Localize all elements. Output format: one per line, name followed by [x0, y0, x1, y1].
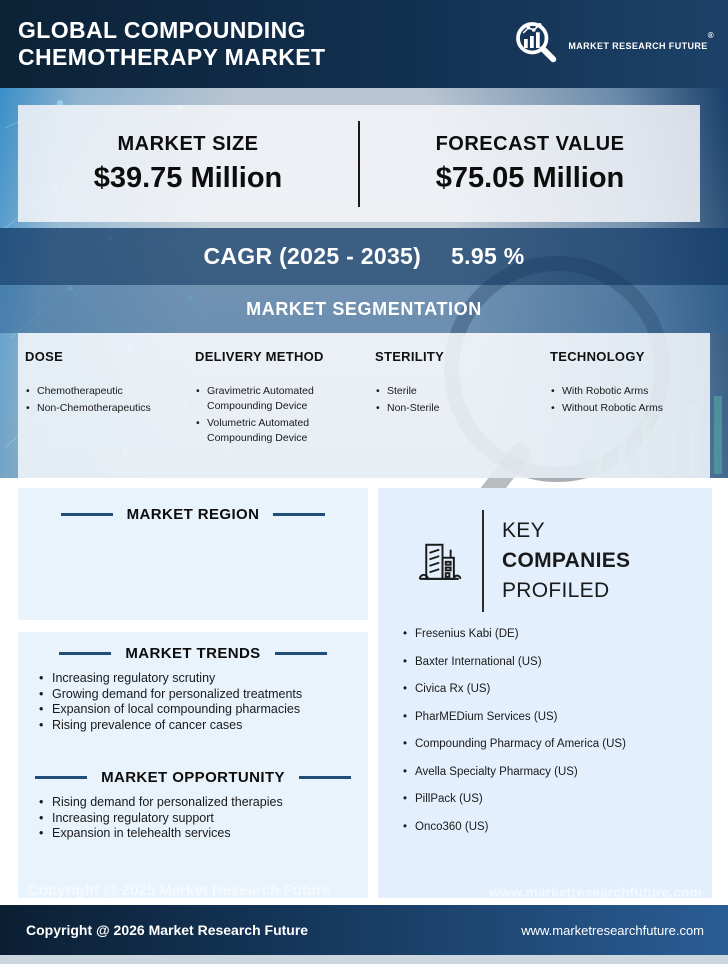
segment-heading: DOSE	[25, 349, 64, 364]
company-item: • PharMEDium Services (US)	[402, 711, 712, 723]
segment-item: • Volumetric Automated Compounding Device	[195, 416, 365, 446]
watermark-copyright: Copyright @ 2025 Market Research Future	[28, 882, 331, 899]
segmentation-column-sterility	[375, 349, 550, 478]
company-item: • Fresenius Kabi (DE)	[402, 628, 712, 640]
key-companies-title-line3: PROFILED	[502, 579, 610, 602]
opportunity-item: • Expansion in telehealth services	[38, 826, 368, 842]
forecast-value-block	[360, 105, 700, 222]
segment-item: • Sterile	[375, 384, 540, 399]
building-icon	[410, 533, 462, 589]
opportunity-item: • Rising demand for personalized therapies	[38, 795, 368, 811]
footer-bottom-strip	[0, 955, 728, 964]
segmentation-column-delivery-method	[195, 349, 375, 478]
key-companies-panel	[378, 488, 712, 898]
cagr-band	[0, 228, 728, 285]
market-opportunity-list	[38, 795, 368, 842]
brand-name: MARKET RESEARCH FUTURE®	[568, 30, 714, 51]
companies-header-divider	[482, 510, 484, 612]
market-region-panel	[18, 488, 368, 620]
trend-item: • Expansion of local compounding pharmacies	[38, 702, 368, 718]
watermark-website: www.marketresearchfuture.com	[489, 884, 702, 900]
segment-heading: TECHNOLOGY	[550, 349, 645, 364]
market-size-block	[18, 105, 358, 222]
market-opportunity-heading	[18, 769, 368, 786]
segmentation-title-band	[0, 285, 728, 333]
key-companies-header	[410, 510, 712, 612]
segmentation-title: MARKET SEGMENTATION	[246, 298, 482, 319]
segment-item: • Without Robotic Arms	[550, 401, 700, 416]
market-region-title: MARKET REGION	[126, 506, 260, 523]
segment-item-list	[25, 384, 185, 416]
segment-item-list	[550, 384, 700, 416]
segment-item: • Chemotherapeutic	[25, 384, 185, 399]
heading-dash	[35, 776, 87, 779]
companies-list	[402, 628, 712, 833]
segment-item-list	[375, 384, 540, 416]
segmentation-panel	[18, 333, 710, 478]
company-item: • Civica Rx (US)	[402, 683, 712, 695]
trend-item: • Growing demand for personalized treatments	[38, 687, 368, 703]
footer-website: www.marketresearchfuture.com	[521, 922, 704, 938]
segment-heading: STERILITY	[375, 349, 445, 364]
segment-item: • Non-Chemotherapeutics	[25, 401, 185, 416]
heading-dash	[299, 776, 351, 779]
opportunity-item: • Increasing regulatory support	[38, 811, 368, 827]
market-opportunity-title: MARKET OPPORTUNITY	[101, 769, 285, 786]
heading-dash	[61, 513, 113, 516]
segment-item: • Gravimetric Automated Compounding Device	[195, 384, 365, 414]
company-item: • Avella Specialty Pharmacy (US)	[402, 766, 712, 778]
brand-block	[512, 18, 728, 71]
heading-dash	[59, 652, 111, 655]
heading-dash	[275, 652, 327, 655]
segment-item-list	[195, 384, 365, 446]
company-item: • Compounding Pharmacy of America (US)	[402, 738, 712, 750]
trend-item: • Rising prevalence of cancer cases	[38, 718, 368, 734]
mrf-magnifier-chart-logo-icon	[512, 18, 560, 71]
footer-copyright: Copyright @ 2026 Market Research Future	[26, 922, 309, 938]
market-trends-list	[38, 671, 368, 733]
market-size-label: MARKET SIZE	[117, 132, 259, 155]
key-companies-title-line1: KEY	[502, 519, 545, 542]
segment-item: • With Robotic Arms	[550, 384, 700, 399]
footer-bar	[0, 905, 728, 955]
segment-item: • Non-Sterile	[375, 401, 540, 416]
trend-item: • Increasing regulatory scrutiny	[38, 671, 368, 687]
company-item: • Onco360 (US)	[402, 821, 712, 833]
hero-section	[0, 88, 728, 478]
segment-heading: DELIVERY METHOD	[195, 349, 324, 364]
key-companies-title-line2: COMPANIES	[502, 549, 631, 572]
heading-dash	[273, 513, 325, 516]
company-item: • Baxter International (US)	[402, 656, 712, 668]
cagr-label: CAGR (2025 - 2035)	[203, 243, 422, 269]
market-region-heading	[18, 506, 368, 523]
market-size-value: $39.75 Million	[93, 161, 283, 194]
header-bar	[0, 0, 728, 88]
market-stats-panel	[18, 105, 700, 222]
market-trends-title: MARKET TRENDS	[125, 645, 261, 662]
key-companies-title	[502, 516, 630, 606]
cagr-value: 5.95 %	[451, 243, 525, 269]
registered-mark: ®	[707, 30, 714, 40]
forecast-value-label: FORECAST VALUE	[435, 132, 625, 155]
segmentation-column-dose	[25, 349, 195, 478]
market-trends-heading	[18, 645, 368, 662]
page-title: GLOBAL COMPOUNDING CHEMOTHERAPY MARKET	[18, 17, 326, 70]
trends-opportunity-panel	[18, 632, 368, 898]
company-item: • PillPack (US)	[402, 793, 712, 805]
segmentation-column-technology	[550, 349, 710, 478]
forecast-value: $75.05 Million	[435, 161, 625, 194]
